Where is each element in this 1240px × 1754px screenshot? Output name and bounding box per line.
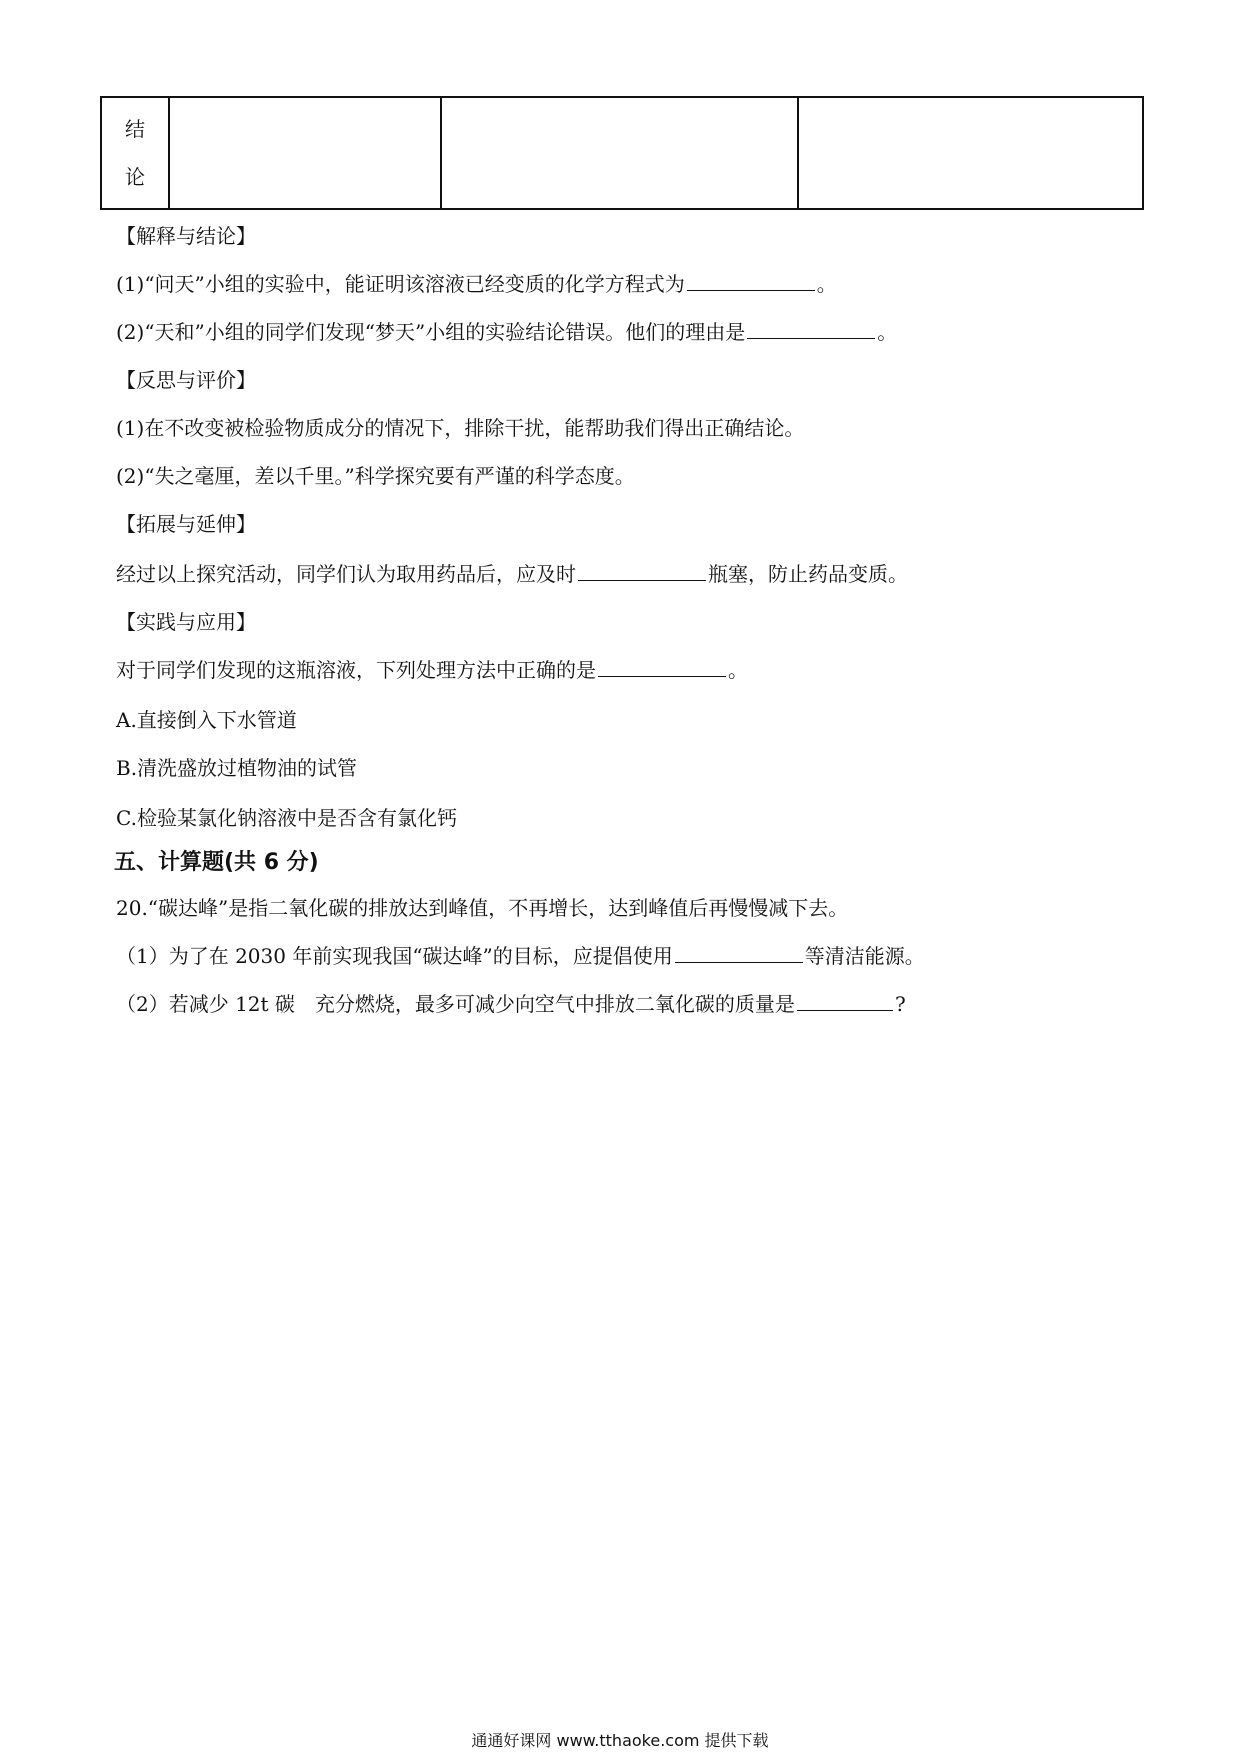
table-cell-group2: [441, 97, 798, 209]
explain-q2-suffix: 。: [877, 320, 898, 344]
practice-option-c: C.检验某氯化钠溶液中是否含有氯化钙: [116, 806, 457, 830]
calc-q20: 20.“碳达峰”是指二氧化碳的排放达到峰值，不再增长，达到峰值后再慢慢减下去。: [116, 896, 849, 920]
calc-q20-1: [116, 942, 925, 970]
calc-q20-1-text: （1）为了在 2030 年前实现我国“碳达峰”的目标，应提倡使用: [116, 944, 673, 968]
explain-heading: 【解释与结论】: [116, 224, 256, 248]
explain-q1-text: (1)“问天”小组的实验中，能证明该溶液已经变质的化学方程式为: [116, 272, 685, 296]
explain-q2-text: (2)“天和”小组的同学们发现“梦天”小组的实验结论错误。他们的理由是: [116, 320, 746, 344]
calc-q20-2-text: （2）若减少 12t 碳 充分燃烧，最多可减少向空气中排放二氧化碳的质量是: [116, 992, 795, 1016]
answer-blank[interactable]: [687, 270, 815, 291]
calc-q20-2: [116, 990, 906, 1018]
explain-q1: [116, 270, 837, 298]
conclusion-label-line2: 论: [125, 165, 145, 189]
conclusion-table: [100, 96, 1144, 210]
extend-heading: 【拓展与延伸】: [116, 512, 256, 536]
practice-question: [116, 656, 748, 684]
answer-blank[interactable]: [598, 656, 726, 677]
extend-text-prefix: 经过以上探究活动，同学们认为取用药品后，应及时: [116, 562, 576, 586]
practice-question-text: 对于同学们发现的这瓶溶液，下列处理方法中正确的是: [116, 658, 596, 682]
answer-blank[interactable]: [675, 942, 803, 963]
practice-question-suffix: 。: [728, 658, 748, 682]
calc-q20-1-suffix: 等清洁能源。: [804, 944, 925, 968]
answer-blank[interactable]: [797, 990, 893, 1011]
calc-q20-2-suffix: ?: [894, 992, 906, 1016]
table-cell-group1: [169, 97, 441, 209]
table-row: [101, 97, 1143, 209]
reflect-p1: (1)在不改变被检验物质成分的情况下，排除干扰，能帮助我们得出正确结论。: [116, 416, 805, 440]
practice-option-a: A.直接倒入下水管道: [116, 708, 297, 732]
explain-q1-suffix: 。: [816, 272, 837, 296]
practice-option-b: B.清洗盛放过植物油的试管: [116, 756, 358, 780]
answer-blank[interactable]: [747, 318, 875, 339]
conclusion-label-cell: [101, 97, 169, 209]
conclusion-label-line1: 结: [125, 117, 145, 141]
answer-blank[interactable]: [578, 560, 706, 581]
reflect-p2: (2)“失之毫厘，差以千里。”科学探究要有严谨的科学态度。: [116, 464, 635, 488]
extend-text-suffix: 瓶塞，防止药品变质。: [708, 562, 908, 586]
practice-heading: 【实践与应用】: [116, 610, 256, 634]
calc-section-title: 五、计算题(共 6 分): [114, 850, 319, 875]
table-cell-group3: [798, 97, 1143, 209]
page-footer: 通通好课网 www.tthaoke.com 提供下载: [471, 1731, 769, 1750]
explain-q2: [116, 318, 897, 346]
extend-text: [116, 560, 908, 588]
reflect-heading: 【反思与评价】: [116, 368, 256, 392]
